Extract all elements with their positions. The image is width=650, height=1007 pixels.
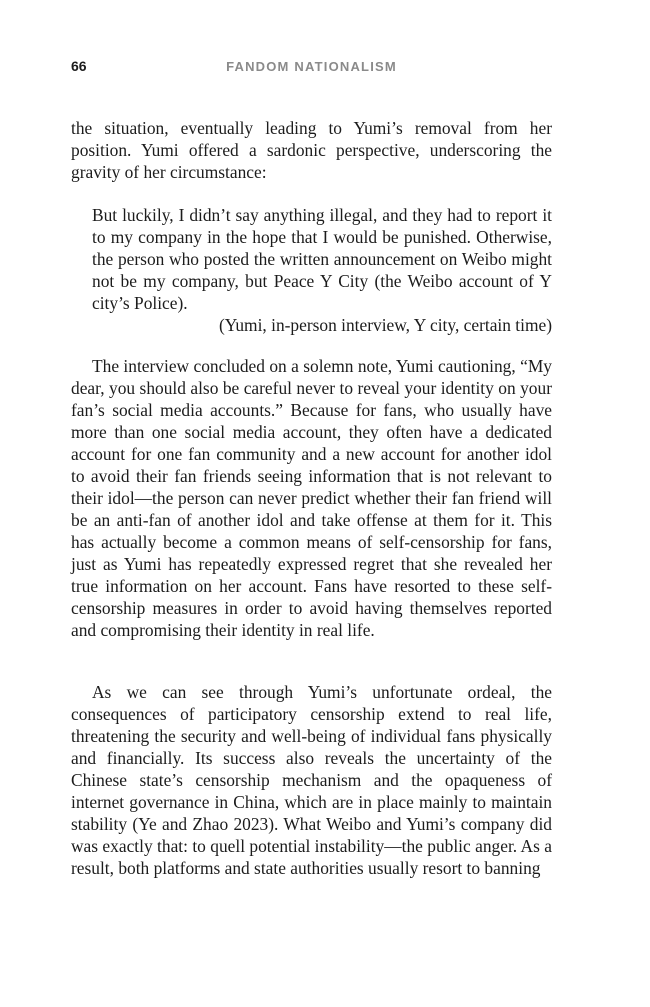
body-paragraph-3: As we can see through Yumi’s unfortunate ordeal, the consequences of participatory censorship extend to real life, threatening the security and well-being of individual fans physically and financially. Its success also reveals the uncertainty of the Chinese state’s censorship mechanism and the opaqueness of internet governance in China, which are in place mainly to maintain stability (Ye and Zhao 2023). What Weibo and Yumi’s company did was exactly that: to quell potential instability—the public anger. As a result, both platforms and state authorities usually resort to banning bbox=[71, 682, 552, 878]
body-paragraph-2: The interview concluded on a solemn note, Yumi cautioning, “My dear, you should also be careful never to reveal your identity on your fan’s social media accounts.” Because for fans, who usually have more than one social media account, they often have a dedicated account for one fan community and a new account for another idol to avoid their fan friends seeing information that is not relevant to their idol—the person can never predict whether their fan friend will be an anti-fan of another idol and take offense at them for it. This has actually become a common means of self-censorship for fans, just as Yumi has repeatedly expressed regret that she revealed her true information on her account. Fans have resorted to these self-censorship measures in order to avoid having themselves reported and compromising their identity in real life. bbox=[71, 356, 552, 640]
page-number: 66 bbox=[71, 58, 87, 74]
block-quote: But luckily, I didn’t say anything illegal, and they had to report it to my company in the hope that I would be punished. Otherwise, the person who posted the written announcement on Weibo might not be my company, but Peace Y City (the Weibo account of Y city’s Police). bbox=[92, 205, 552, 313]
body-paragraph-1: the situation, eventually leading to Yumi’s removal from her position. Yumi offered a sardonic perspective, underscoring the gravity of her circumstance: bbox=[71, 118, 552, 182]
running-head: FANDOM NATIONALISM bbox=[226, 59, 397, 74]
quote-citation: (Yumi, in-person interview, Y city, certain time) bbox=[218, 315, 552, 335]
page-header bbox=[71, 58, 552, 80]
